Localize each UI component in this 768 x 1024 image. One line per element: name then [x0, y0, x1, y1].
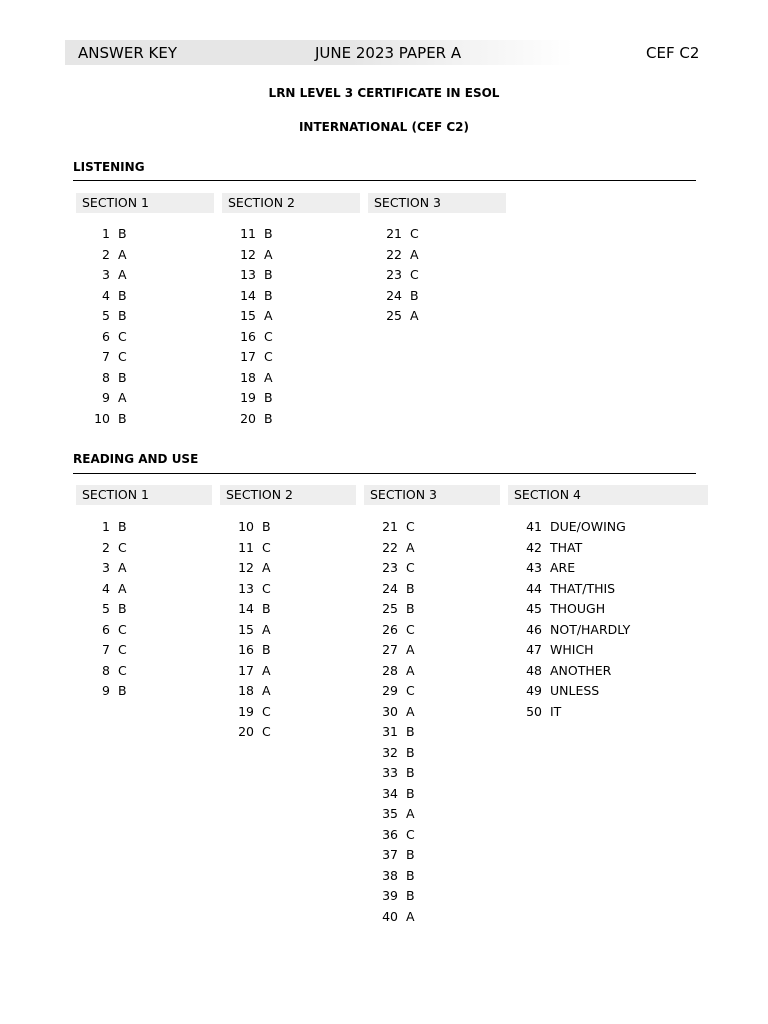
question-number: 19 [238, 703, 254, 719]
answer-row [222, 409, 273, 430]
answer-value: B [118, 287, 127, 303]
answer-value: A [410, 308, 419, 323]
question-number: 45 [526, 601, 542, 616]
question-number: 13 [238, 580, 254, 596]
answer-row [368, 306, 419, 327]
answer-value: B [406, 744, 415, 760]
answer-value: B [406, 785, 415, 801]
answer-row [220, 599, 271, 620]
question-number: 5 [102, 308, 110, 323]
question-number: 3 [102, 267, 110, 282]
answer-value: B [262, 519, 271, 534]
question-number: 28 [382, 662, 398, 678]
answer-value: THAT/THIS [550, 580, 616, 596]
reading-section-4-answers [508, 517, 630, 722]
answer-value: C [118, 349, 127, 364]
question-number: 39 [382, 888, 398, 903]
answer-row [76, 368, 127, 389]
answer-row [364, 907, 415, 928]
answer-value: B [406, 765, 415, 780]
answer-value: A [264, 246, 273, 262]
question-number: 42 [526, 539, 542, 555]
question-number: 24 [382, 580, 398, 596]
answer-row [508, 579, 630, 600]
answer-row [368, 265, 419, 286]
answer-row [222, 265, 273, 286]
listening-section-3-header: SECTION 3 [368, 193, 506, 213]
answer-value: A [406, 662, 415, 678]
answer-row [220, 579, 271, 600]
answer-value: B [406, 847, 415, 862]
answer-row [364, 579, 415, 600]
question-number: 23 [386, 267, 402, 282]
answer-value: A [118, 246, 127, 262]
answer-value: IT [550, 703, 562, 719]
answer-value: A [262, 683, 271, 698]
reading-section-2-answers [220, 517, 271, 743]
question-number: 1 [102, 519, 110, 534]
answer-row [222, 286, 273, 307]
answer-row [76, 620, 127, 641]
question-number: 20 [238, 724, 254, 739]
question-number: 25 [386, 308, 402, 323]
answer-value: B [264, 390, 273, 405]
listening-section-2-answers [222, 224, 273, 429]
question-number: 3 [102, 560, 110, 575]
certificate-title: LRN LEVEL 3 CERTIFICATE IN ESOL [268, 86, 500, 100]
answer-row [508, 640, 630, 661]
question-number: 14 [240, 287, 256, 303]
answer-value: C [262, 703, 271, 719]
answer-row [220, 722, 271, 743]
answer-value: A [406, 806, 415, 821]
answer-value: A [406, 703, 415, 719]
listening-section-1-answers [76, 224, 127, 429]
answer-row [220, 640, 271, 661]
question-number: 8 [102, 662, 110, 678]
answer-value: C [118, 621, 127, 637]
question-number: 6 [102, 328, 110, 344]
answer-value: C [264, 349, 273, 364]
answer-value: C [262, 580, 271, 596]
answer-row [364, 886, 415, 907]
answer-value: B [118, 519, 127, 534]
question-number: 43 [526, 560, 542, 575]
answer-value: B [406, 601, 415, 616]
question-number: 23 [382, 560, 398, 575]
answer-value: A [118, 390, 127, 405]
question-number: 26 [382, 621, 398, 637]
answer-row [76, 409, 127, 430]
question-number: 27 [382, 642, 398, 657]
answer-value: B [118, 369, 127, 385]
answer-value: B [118, 683, 127, 698]
answer-row [76, 517, 127, 538]
answer-value: B [264, 287, 273, 303]
question-number: 36 [382, 826, 398, 842]
header-answer-key: ANSWER KEY [78, 44, 177, 62]
answer-value: B [262, 601, 271, 616]
answer-value: B [118, 308, 127, 323]
answer-row [76, 681, 127, 702]
question-number: 25 [382, 601, 398, 616]
answer-value: B [264, 267, 273, 282]
answer-row [76, 306, 127, 327]
answer-row [76, 558, 127, 579]
answer-value: A [118, 560, 127, 575]
answer-row [222, 347, 273, 368]
answer-value: A [118, 580, 127, 596]
answer-row [364, 825, 415, 846]
question-number: 31 [382, 724, 398, 739]
question-number: 17 [238, 662, 254, 678]
answer-value: C [262, 539, 271, 555]
question-number: 29 [382, 683, 398, 698]
answer-value: C [410, 267, 419, 282]
answer-row [364, 558, 415, 579]
answer-value: B [118, 601, 127, 616]
answer-row [364, 620, 415, 641]
answer-row [76, 388, 127, 409]
answer-row [368, 245, 419, 266]
question-number: 22 [382, 539, 398, 555]
reading-heading: READING AND USE [73, 452, 199, 466]
answer-row [508, 702, 630, 723]
question-number: 15 [240, 308, 256, 323]
reading-divider [73, 473, 696, 474]
question-number: 22 [386, 246, 402, 262]
answer-value: A [262, 621, 271, 637]
question-number: 16 [238, 642, 254, 657]
answer-row [220, 538, 271, 559]
answer-value: C [406, 560, 415, 575]
answer-row [76, 538, 127, 559]
question-number: 47 [526, 642, 542, 657]
answer-value: A [264, 308, 273, 323]
answer-value: A [262, 662, 271, 678]
answer-value: NOT/HARDLY [550, 621, 631, 637]
answer-row [222, 245, 273, 266]
answer-value: A [410, 246, 419, 262]
question-number: 10 [238, 519, 254, 534]
answer-row [76, 224, 127, 245]
answer-value: C [406, 826, 415, 842]
certificate-subtitle: INTERNATIONAL (CEF C2) [298, 120, 470, 134]
answer-row [364, 763, 415, 784]
answer-row [76, 327, 127, 348]
answer-row [222, 368, 273, 389]
question-number: 16 [240, 328, 256, 344]
header-level: CEF C2 [646, 44, 700, 62]
question-number: 9 [102, 390, 110, 405]
question-number: 4 [102, 287, 110, 303]
answer-row [220, 517, 271, 538]
question-number: 1 [102, 226, 110, 241]
question-number: 9 [102, 683, 110, 698]
question-number: 33 [382, 765, 398, 780]
answer-value: A [406, 539, 415, 555]
question-number: 7 [102, 642, 110, 657]
answer-row [364, 804, 415, 825]
reading-section-1-answers [76, 517, 127, 702]
question-number: 48 [526, 662, 542, 678]
question-number: 8 [102, 369, 110, 385]
answer-value: C [406, 519, 415, 534]
question-number: 18 [240, 369, 256, 385]
question-number: 41 [526, 519, 542, 534]
question-number: 24 [386, 287, 402, 303]
question-number: 18 [238, 683, 254, 698]
answer-row [76, 599, 127, 620]
answer-value: C [406, 683, 415, 698]
question-number: 21 [386, 226, 402, 241]
answer-value: A [406, 642, 415, 657]
question-number: 37 [382, 847, 398, 862]
answer-row [76, 347, 127, 368]
answer-value: C [118, 642, 127, 657]
answer-row [76, 265, 127, 286]
answer-value: A [118, 267, 127, 282]
answer-value: UNLESS [550, 683, 600, 698]
answer-row [508, 538, 630, 559]
answer-value: C [410, 226, 419, 241]
answer-value: ARE [550, 560, 576, 575]
answer-value: B [410, 287, 419, 303]
answer-value: DUE/OWING [550, 519, 626, 534]
answer-value: B [406, 724, 415, 739]
listening-divider [73, 180, 696, 181]
question-number: 19 [240, 390, 256, 405]
answer-row [364, 702, 415, 723]
answer-value: THOUGH [550, 601, 606, 616]
question-number: 17 [240, 349, 256, 364]
answer-row [222, 224, 273, 245]
question-number: 35 [382, 806, 398, 821]
answer-value: C [406, 621, 415, 637]
answer-row [364, 538, 415, 559]
question-number: 11 [240, 226, 256, 241]
answer-value: C [118, 539, 127, 555]
header-paper: JUNE 2023 PAPER A [315, 44, 462, 62]
answer-row [364, 681, 415, 702]
question-number: 21 [382, 519, 398, 534]
question-number: 12 [240, 246, 256, 262]
listening-heading: LISTENING [73, 160, 145, 174]
answer-value: B [118, 226, 127, 241]
answer-value: B [262, 642, 271, 657]
question-number: 6 [102, 621, 110, 637]
answer-row [76, 579, 127, 600]
question-number: 40 [382, 908, 398, 924]
question-number: 7 [102, 349, 110, 364]
question-number: 2 [102, 246, 110, 262]
question-number: 11 [238, 539, 254, 555]
listening-section-2-header: SECTION 2 [222, 193, 360, 213]
answer-row [508, 517, 630, 538]
answer-row [76, 661, 127, 682]
answer-row [222, 388, 273, 409]
answer-row [508, 681, 630, 702]
answer-row [364, 599, 415, 620]
answer-row [220, 661, 271, 682]
answer-row [220, 702, 271, 723]
question-number: 12 [238, 560, 254, 575]
answer-value: WHICH [550, 642, 594, 657]
answer-value: A [264, 369, 273, 385]
answer-row [220, 681, 271, 702]
question-number: 15 [238, 621, 254, 637]
answer-value: B [264, 410, 273, 426]
answer-row [508, 558, 630, 579]
question-number: 46 [526, 621, 542, 637]
answer-value: B [406, 888, 415, 903]
answer-value: B [264, 226, 273, 241]
question-number: 30 [382, 703, 398, 719]
question-number: 49 [526, 683, 542, 698]
answer-value: C [262, 724, 271, 739]
answer-value: A [262, 560, 271, 575]
answer-row [508, 599, 630, 620]
answer-value: B [118, 410, 127, 426]
answer-row [364, 661, 415, 682]
listening-section-3-answers [368, 224, 419, 327]
answer-row [220, 558, 271, 579]
question-number: 2 [102, 539, 110, 555]
answer-value: B [406, 867, 415, 883]
answer-row [364, 866, 415, 887]
answer-row [222, 306, 273, 327]
answer-row [508, 661, 630, 682]
answer-row [76, 286, 127, 307]
answer-row [364, 845, 415, 866]
reading-section-1-header: SECTION 1 [76, 485, 212, 505]
answer-row [364, 722, 415, 743]
answer-row [364, 640, 415, 661]
question-number: 44 [526, 580, 542, 596]
answer-value: B [406, 580, 415, 596]
reading-section-4-header: SECTION 4 [508, 485, 708, 505]
question-number: 38 [382, 867, 398, 883]
answer-row [220, 620, 271, 641]
answer-row [364, 517, 415, 538]
reading-section-3-header: SECTION 3 [364, 485, 500, 505]
question-number: 20 [240, 410, 256, 426]
question-number: 5 [102, 601, 110, 616]
answer-value: A [406, 908, 415, 924]
question-number: 34 [382, 785, 398, 801]
question-number: 10 [94, 410, 110, 426]
answer-row [508, 620, 630, 641]
answer-row [368, 224, 419, 245]
answer-value: ANOTHER [550, 662, 612, 678]
answer-row [364, 743, 415, 764]
answer-value: C [118, 328, 127, 344]
reading-section-3-answers [364, 517, 415, 927]
reading-section-2-header: SECTION 2 [220, 485, 356, 505]
question-number: 50 [526, 703, 542, 719]
question-number: 13 [240, 267, 256, 282]
question-number: 4 [102, 580, 110, 596]
answer-row [368, 286, 419, 307]
answer-row [364, 784, 415, 805]
answer-value: C [264, 328, 273, 344]
answer-value: C [118, 662, 127, 678]
answer-row [76, 245, 127, 266]
answer-row [222, 327, 273, 348]
answer-value: THAT [550, 539, 583, 555]
question-number: 14 [238, 601, 254, 616]
listening-section-1-header: SECTION 1 [76, 193, 214, 213]
answer-row [76, 640, 127, 661]
question-number: 32 [382, 744, 398, 760]
